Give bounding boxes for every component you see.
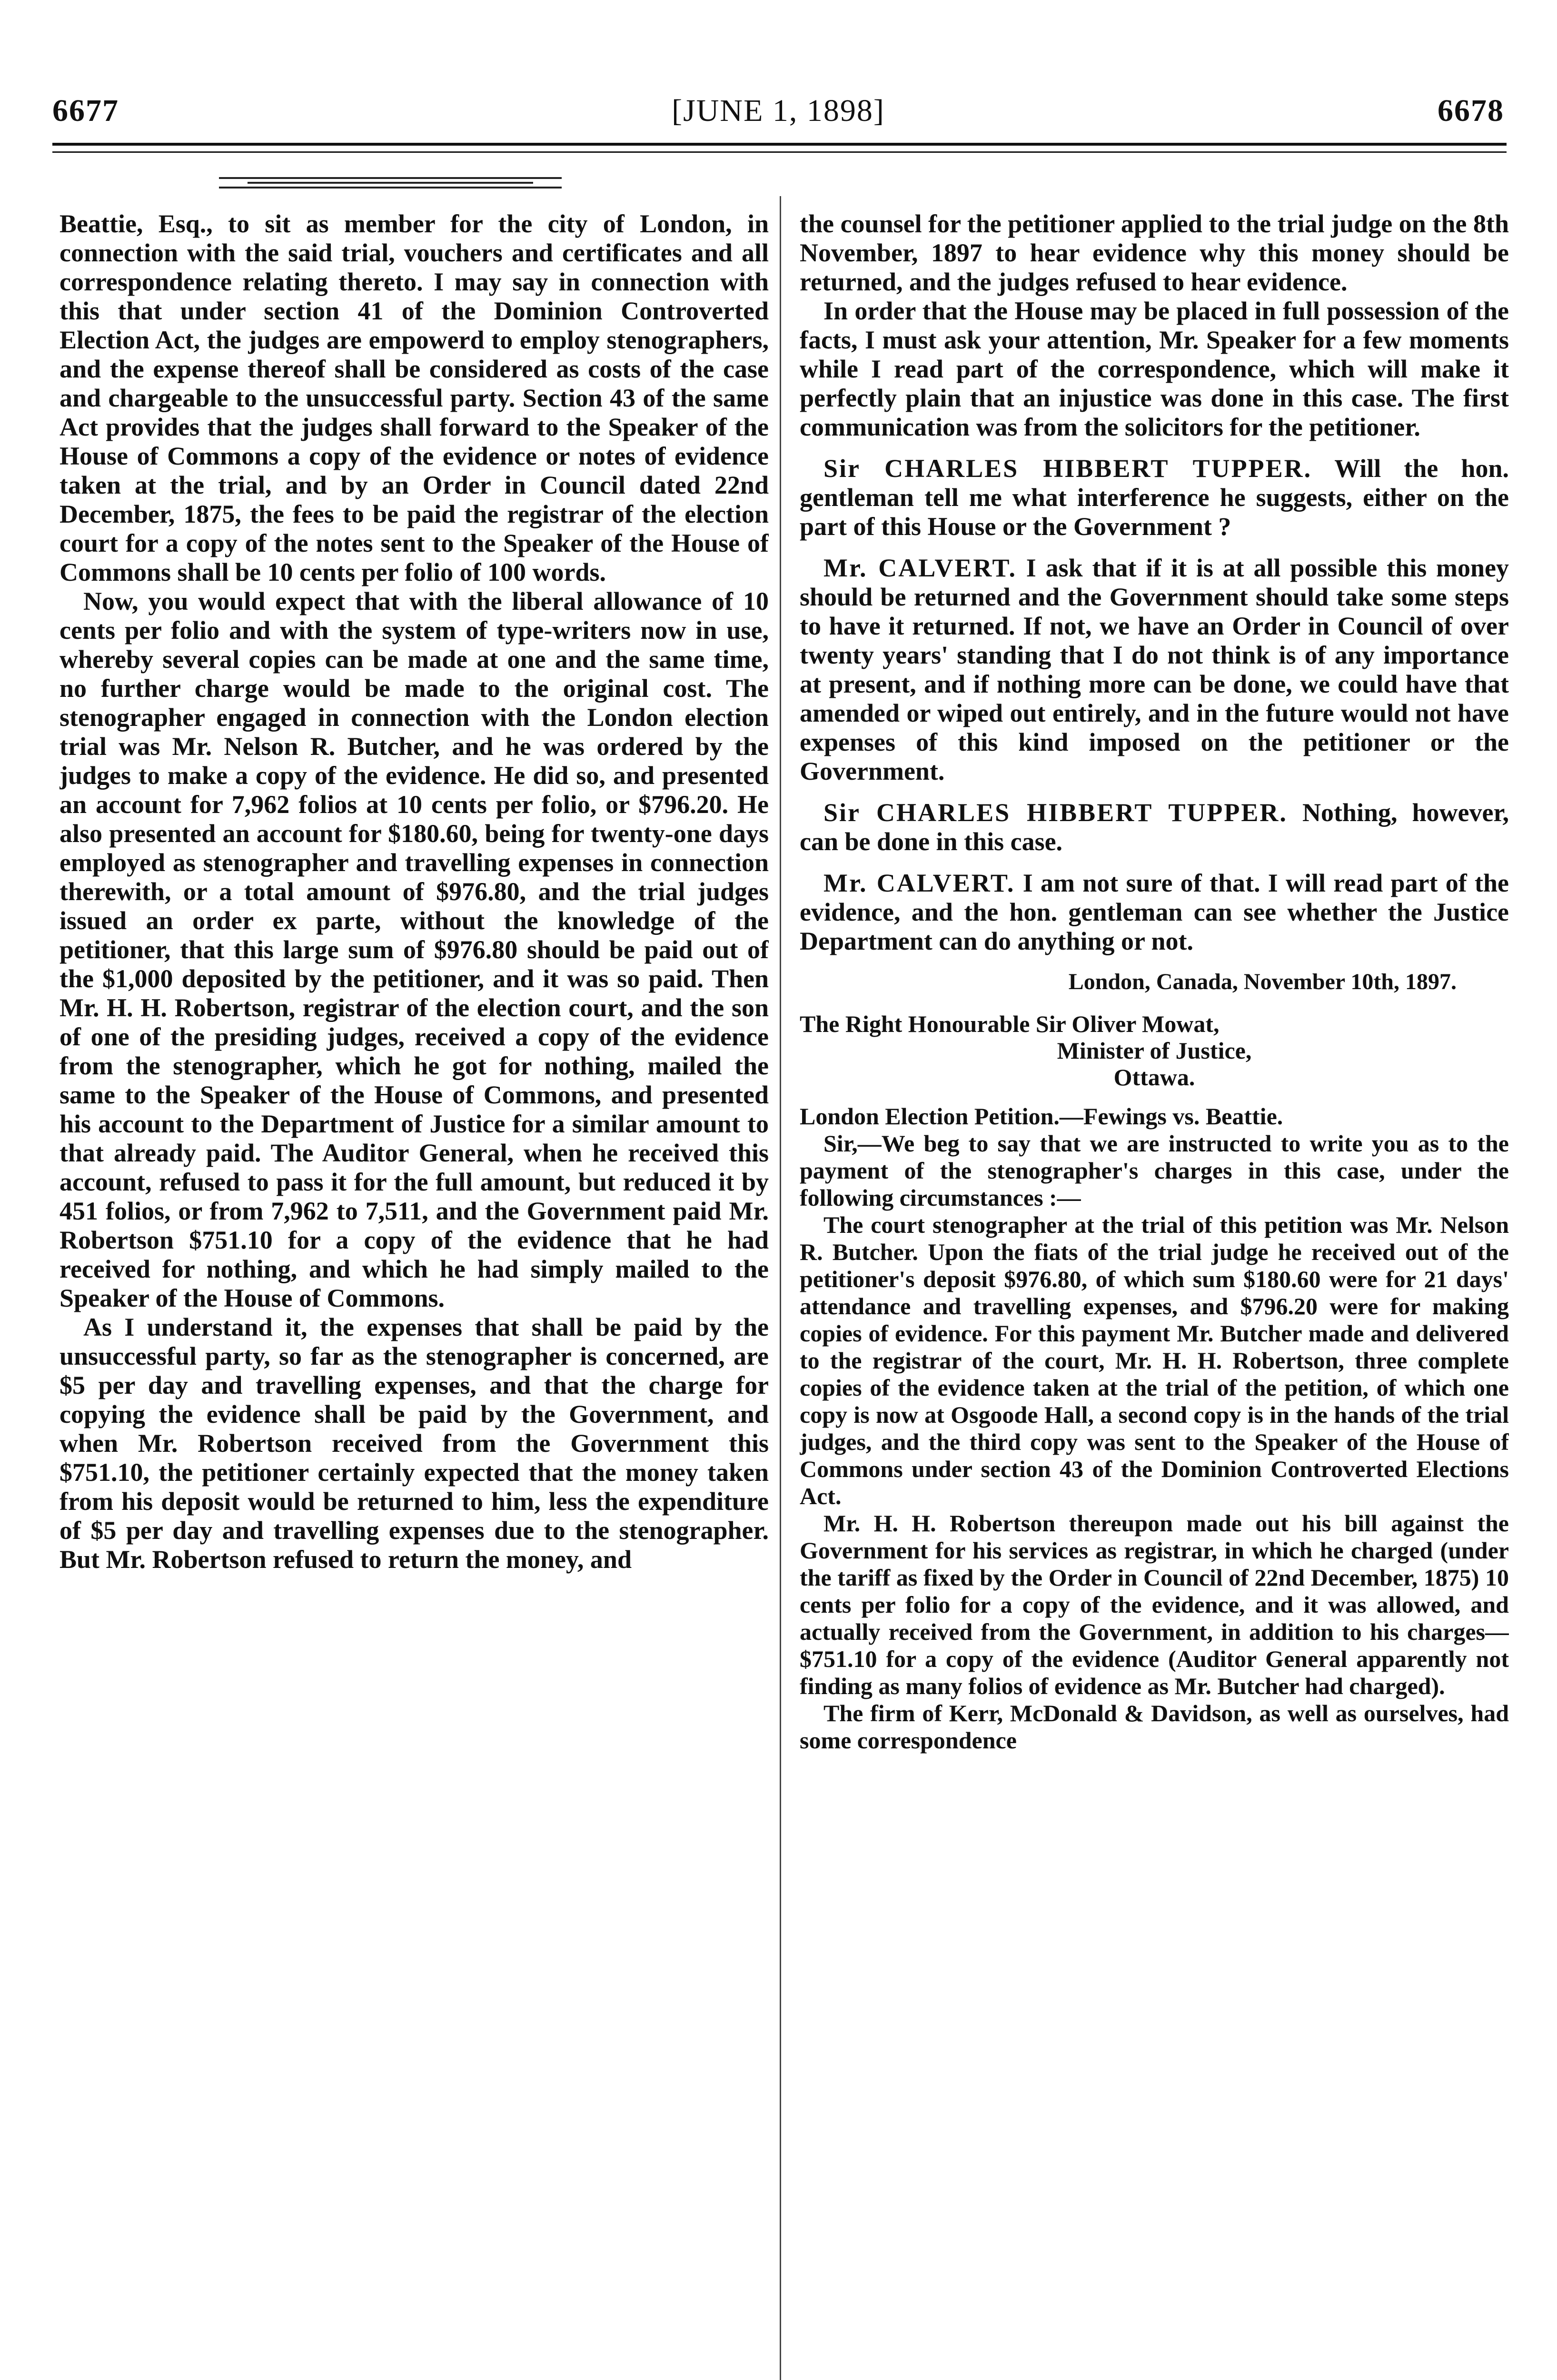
left-paragraph-2: Now, you would expect that with the liberal allowance of 10 cents per folio and with the system of type-writers now in use, whereby several copies can be made at one and the same time, no further charge would be made to the original cost. The stenographer engaged in connection with the London election trial was Mr. Nelson R. Butcher, and he was ordered by the judges to make a copy of the evidence. He did so, and presented an account for 7,962 folios at 10 cents per folio, or $796.20. He also presented an account for $180.60, being for twenty-one days employed as stenographer and travelling expenses in connection therewith, or a total amount of $976.80, and the trial judges issued an order ex parte, without the knowledge of the petitioner, that this large sum of $976.80 should be paid out of the $1,000 deposited by the petitioner, and it was so paid. Then Mr. H. H. Robertson, registrar of the election court, and the son of one of the presiding judges, received a copy of the evidence from the stenographer, which he got for nothing, mailed the same to the Speaker of the House of Commons, and presented his account to the Department of Justice for a similar amount to that already paid. The Auditor General, when he received this account, refused to pass it for the full amount, but reduced it by 451 folios, or from 7,962 to 7,511, and the Government paid Mr. Robertson $751.10 for a copy of the evidence that he had received for nothing, and which he had simply mailed to the Speaker of the House of Commons.	[60, 587, 769, 1312]
letter-paragraph-3: Mr. H. H. Robertson thereupon made out his bill against the Government for his services as registrar, in which he charged (under the tariff as fixed by the Order in Council of 22nd December, 1875) 10 cents per folio for a copy of the evidence, and it was allowed, and actually received from the Government, in addition to his charges—$751.10 for a copy of the evidence (Auditor General apparently not finding as many folios of evidence as Mr. Butcher had charged).	[800, 1510, 1509, 1699]
speaker-name: Mr. CALVERT.	[823, 869, 1015, 897]
speech-text: I ask that if it is at all possible this money should be returned and the Government should take some steps to have it returned. If not, we have an Order in Council of over twenty years' standing that I do not think is of any importance at present, and if nothing more can be done, we could have that amended or wiped out entirely, and in the future would not have expenses of this kind imposed on the petitioner or the Government.	[800, 554, 1509, 785]
left-paragraph-3: As I understand it, the expenses that shall be paid by the unsuccessful party, so far as the stenographer is concerned, are $5 per day and travelling expenses, and that the charge for copying the evidence shall be paid by the Government, and when Mr. Robertson received from the Government this $751.10, the petitioner certainly expected that the money taken from his deposit would be returned to him, less the expenditure of $5 per day and travelling expenses due to the stenographer. But Mr. Robertson refused to return the money, and	[60, 1313, 769, 1574]
letter-date: London, Canada, November 10th, 1897.	[1068, 969, 1457, 994]
speaker-name: Sir CHARLES HIBBERT TUPPER.	[823, 798, 1288, 827]
speech-text: Will the hon. gentleman tell me what interference he suggests, either on the part of this House or the Government ?	[800, 454, 1509, 541]
letter-addressee: The Right Honourable Sir Oliver Mowat,	[800, 1011, 1220, 1037]
speech-text: I am not sure of that. I will read part of the evidence, and the hon. gentleman can see whether the Justice Department can do anything or not.	[800, 869, 1509, 955]
letter-subject: London Election Petition.—Fewings vs. Beattie.	[800, 1103, 1283, 1130]
letter-paragraph-1: Sir,—We beg to say that we are instructed to write you as to the payment of the stenographer's charges in this case, under the following circumstances :—	[800, 1130, 1509, 1211]
letter-paragraph-4: The firm of Kerr, McDonald & Davidson, as well as ourselves, had some correspondence	[800, 1700, 1509, 1754]
right-column	[800, 209, 1509, 2380]
speech-tupper-2	[800, 798, 1509, 856]
right-paragraph-1: the counsel for the petitioner applied to the trial judge on the 8th November, 1897 to hear evidence why this money should be returned, and the judges refused to hear evidence.	[800, 209, 1509, 296]
letter-addressee-title: Minister of Justice,	[1057, 1037, 1252, 1064]
letter-addressee-city: Ottawa.	[1113, 1064, 1195, 1091]
page-number-right: 6678	[1438, 93, 1504, 128]
speech-calvert-1	[800, 554, 1509, 786]
speaker-name: Mr. CALVERT.	[823, 554, 1017, 582]
speech-tupper-1	[800, 454, 1509, 541]
right-paragraph-2: In order that the House may be placed in full possession of the facts, I must ask your attention, Mr. Speaker for a few moments while I read part of the correspondence, which will make it perfectly plain that an injustice was done in this case. The first communication was from the solicitors for the petitioner.	[800, 297, 1509, 441]
left-paragraph-1: Beattie, Esq., to sit as member for the city of London, in connection with the said trial, vouchers and certificates and all correspondence relating thereto. I may say in connection with this that under section 41 of the Dominion Controverted Election Act, the judges are empowerd to employ stenographers, and the expense thereof shall be considered as costs of the case and chargeable to the unsuccessful party. Section 43 of the same Act provides that the judges shall forward to the Speaker of the House of Commons a copy of the evidence or notes of evidence taken at the trial, and by an Order in Council dated 22nd December, 1875, the fees to be paid the registrar of the election court for a copy of the notes sent to the Speaker of the House of Commons shall be 10 cents per folio of 100 words.	[60, 209, 769, 586]
ornamental-rule	[219, 175, 562, 189]
header-date: [JUNE 1, 1898]	[672, 93, 885, 128]
letter-paragraph-2: The court stenographer at the trial of this petition was Mr. Nelson R. Butcher. Upon the fiats of the trial judge he received out of the petitioner's deposit $976.80, of which sum $180.60 were for 21 days' attendance and travelling expenses, and $796.20 were for making copies of evidence. For this payment Mr. Butcher made and delivered to the registrar of the court, Mr. H. H. Robertson, three complete copies of the evidence taken at the trial of the petition, of which one copy is now at Osgoode Hall, a second copy is in the hands of the trial judges, and the third copy was sent to the Speaker of the House of Commons under section 43 of the Dominion Controverted Elections Act.	[800, 1211, 1509, 1509]
speech-calvert-2	[800, 869, 1509, 956]
page-header	[52, 93, 1504, 145]
column-divider	[780, 196, 781, 2380]
speaker-name: Sir CHARLES HIBBERT TUPPER.	[823, 454, 1312, 483]
page-number-left: 6677	[52, 93, 119, 128]
left-column	[60, 209, 769, 2380]
speech-text: Nothing, however, can be done in this case.	[800, 798, 1509, 856]
letter-body	[800, 1103, 1509, 1754]
header-rule-thin	[52, 151, 1507, 153]
header-rule-thick	[52, 143, 1507, 146]
